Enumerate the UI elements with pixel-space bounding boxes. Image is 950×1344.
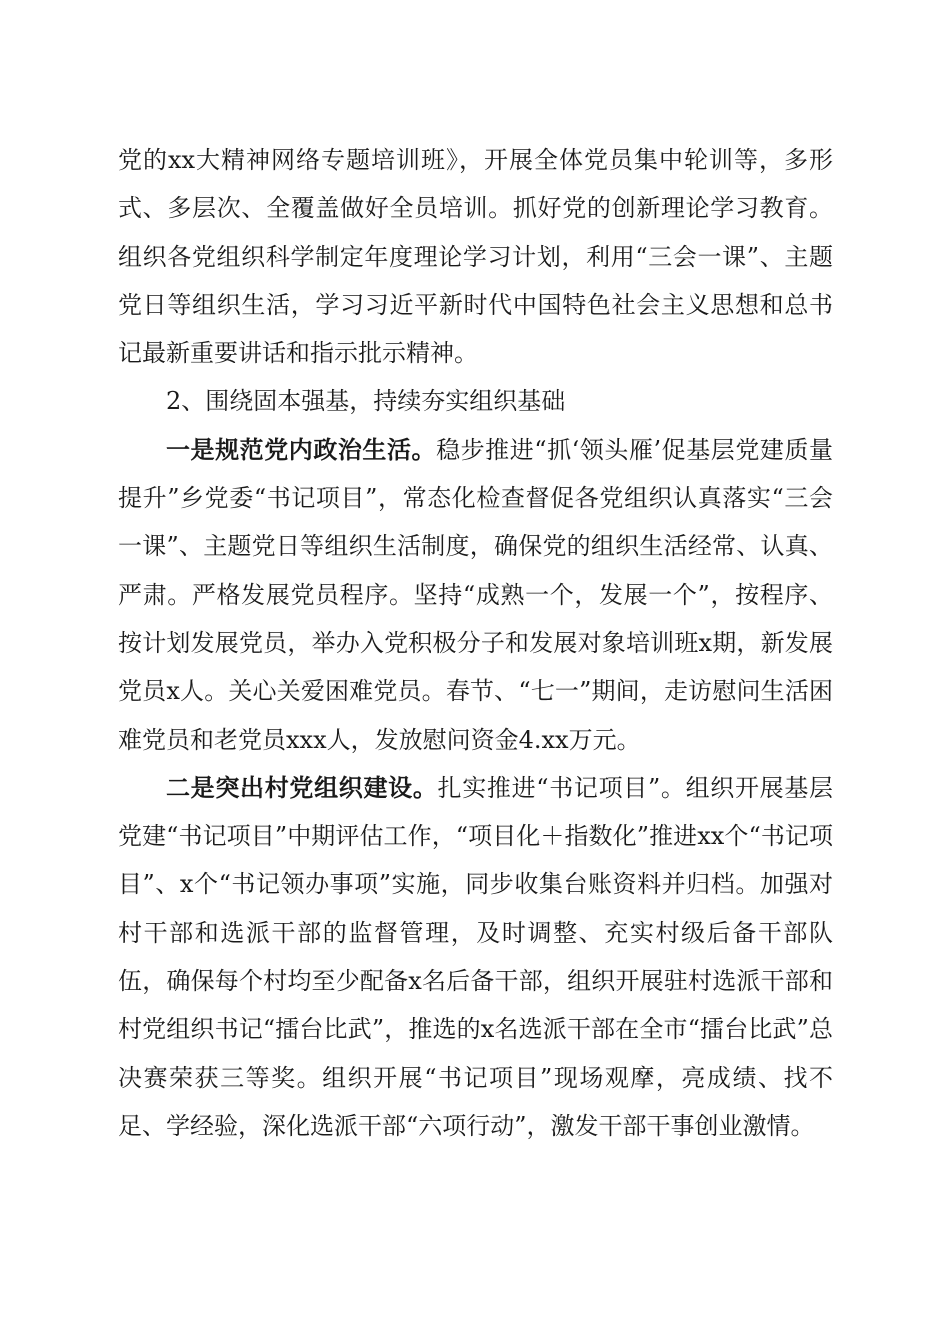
document-body (118, 136, 833, 1150)
paragraph-text: 党的xx大精神网络专题培训班》，开展全体党员集中轮训等，多形式、多层次、全覆盖做好全员培训。抓好党的创新理论学习教育。组织各党组织科学制定年度理论学习计划，利用“三会一课”、主题党日等组织生活，学习习近平新时代中国特色社会主义思想和总书记最新重要讲话和指示批示精神。 (118, 146, 833, 368)
paragraph-training-continuation (118, 136, 833, 377)
paragraph-lead: 二是突出村党组织建设。 (166, 772, 438, 802)
paragraph-political-life (118, 426, 833, 764)
paragraph-lead: 一是规范党内政治生活。 (166, 434, 437, 464)
paragraph-village-party-building (118, 764, 833, 1150)
section-heading (118, 377, 833, 425)
paragraph-text: 稳步推进“抓‘领头雁’促基层党建质量提升”乡党委“书记项目”，常态化检查督促各党组织认真落实“三会一课”、主题党日等组织生活制度，确保党的组织生活经常、认真、严肃。严格发展党员程序。坚持“成熟一个，发展一个”，按程序、按计划发展党员，举办入党积极分子和发展对象培训班x期，新发展党员x人。关心关爱困难党员。春节、“七一”期间，走访慰问生活困难党员和老党员xxx人，发放慰问资金4.xx万元。 (118, 435, 833, 754)
paragraph-text: 扎实推进“书记项目”。组织开展基层党建“书记项目”中期评估工作，“项目化＋指数化”推进xx个“书记项目”、x个“书记领办事项”实施，同步收集台账资料并归档。加强对村干部和选派干部的监督管理，及时调整、充实村级后备干部队伍，确保每个村均至少配备x名后备干部，组织开展驻村选派干部和村党组织书记“擂台比武”，推选的x名选派干部在全市“擂台比武”总决赛荣获三等奖。组织开展“书记项目”现场观摩，亮成绩、找不足、学经验，深化选派干部“六项行动”，激发干部干事创业激情。 (118, 773, 834, 1140)
section-heading-text: 2、围绕固本强基，持续夯实组织基础 (166, 387, 566, 416)
